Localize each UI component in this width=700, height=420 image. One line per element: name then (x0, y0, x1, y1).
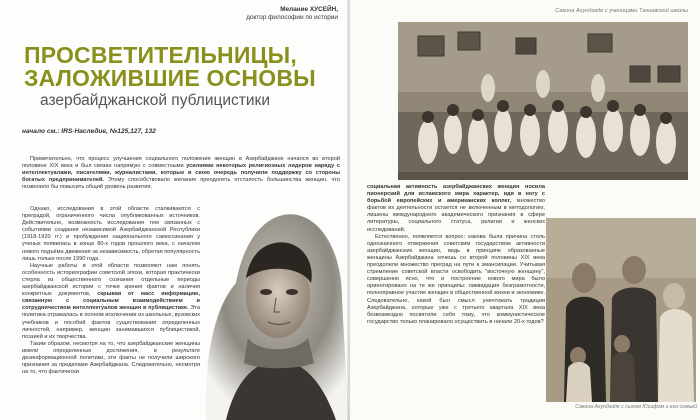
title-line-1: ПРОСВЕТИТЕЛЬНИЦЫ, (24, 42, 297, 68)
right-column-text (367, 184, 545, 326)
family-photo (546, 218, 696, 402)
right-text-1: множество фактов их деятельности остается не включенным в методологию, лишены международного академического признания в сфере литературы, социального статуса, религии и женских исследований. (367, 198, 545, 233)
intro-text-1: Примечательно, что процесс улучшения социального положения женщин в Азербайджане начался во второй половине XIX века и был связан напрямую с совместными (22, 156, 340, 170)
article-title (24, 44, 344, 90)
photo-caption-bottom: Сакина Ахундзаде с сыном Юсифом и его семьей (575, 404, 697, 410)
author-name: Мелание ХУСЕЙН, (280, 6, 338, 13)
author-title: доктор философии по истории (246, 14, 338, 21)
classroom-photo (398, 22, 688, 180)
paragraph-4: Таким образом, несмотря на то, что азербайджанские женщины имели определенные достижения, в результате дезинформационной политики, эти факты не получили широкого признания за пределами Азербайджана. Следовательно, несмотря на то, что фактически (22, 340, 200, 376)
right-paragraph-2: Естественно, появляется вопрос: какова была причина столь однозначного отвержения советским государством активности азербайджанских женщин, ведь в принципе образованные женщины Азербайджана хочешь со второй половины XIX века преодолели множество преград на пути к эмансипации. Учитывая стремление советской власти освободить "восточную женщину", совершенно ясно, что и построение нового мира было ориентировано на те же принципы: ликвидация безграмотности, полноправное участие женщин в общественной жизни и экономике. Следовательно, какой был смысл уничтожать традиции Азербайджана, которые уже с третьего квартала XIX века безвозмездно посвятили себя тому, что коммунистическое государство только планировало осуществить в начале 20-х годов? (367, 233, 545, 325)
title-line-2: ЗАЛОЖИВШИЕ ОСНОВЫ (24, 65, 316, 91)
intro-text-bold: усилиями некоторых религиозных лидеров наряду с интеллектуалами, писателями, журналистами, которые в свою очередь получили поддержку со стороны богатых предпринимателей. (22, 163, 340, 184)
photo-caption-top: Сакина Ахундзаде с ученицами Тагиевской школы (555, 8, 688, 14)
para3-text-2: Эта политика отражалась в полном исключении из школьных, вузовских учебников и пособий фактов существования определенных личностей, например, женщин занимавшихся публицистикой, поэзией и их творчества. (22, 305, 200, 340)
series-reference: начало см.: IRS-Наследие, №125,127, 132 (22, 128, 156, 135)
right-text-bold: социальная активность азербайджанских женщин носила пионерский для исламского мира характер, идя в ногу с борьбой европейских и американских коллег, (367, 184, 545, 205)
intro-text-2: Этому способствовало желание преодолеть отсталость большинства женщин, что позволило бы повысить общий уровень развития. (22, 177, 340, 191)
author-block (246, 6, 338, 22)
intro-paragraph (22, 156, 340, 191)
paragraph-2: Однако, исследования в этой области сталкиваются с преградой, ограниченного числа опубликованных источников. Действительно, возможность исследования тем связанных с событиями создания независимой Азербайджанской Республики (1918-1920 гг.) и пробуждения национального самосознания у ученых появилась в конце 80-х годов прошлого века, с началом нового подъёма движения за независимость, обретая популярность лишь только после 1990 года. (22, 206, 200, 262)
article-subtitle: азербайджанской публицистики (40, 92, 270, 109)
portrait-photo (196, 188, 350, 420)
para3-text-bold: скрывая от масс информацию, связанную с социальным взаимодействием и сотрудничеством интеллектуалов женщин в публицистике. (22, 291, 200, 312)
para3-text-1: Научные работы в этой области позволяют нам понять особенность историографии советской эпохи, которая практически стерла из общественного сознания отдельные периоды азербайджанской истории с точки зрения фактов и наличия конкретных документов, (22, 262, 200, 298)
left-column-text (22, 206, 200, 376)
